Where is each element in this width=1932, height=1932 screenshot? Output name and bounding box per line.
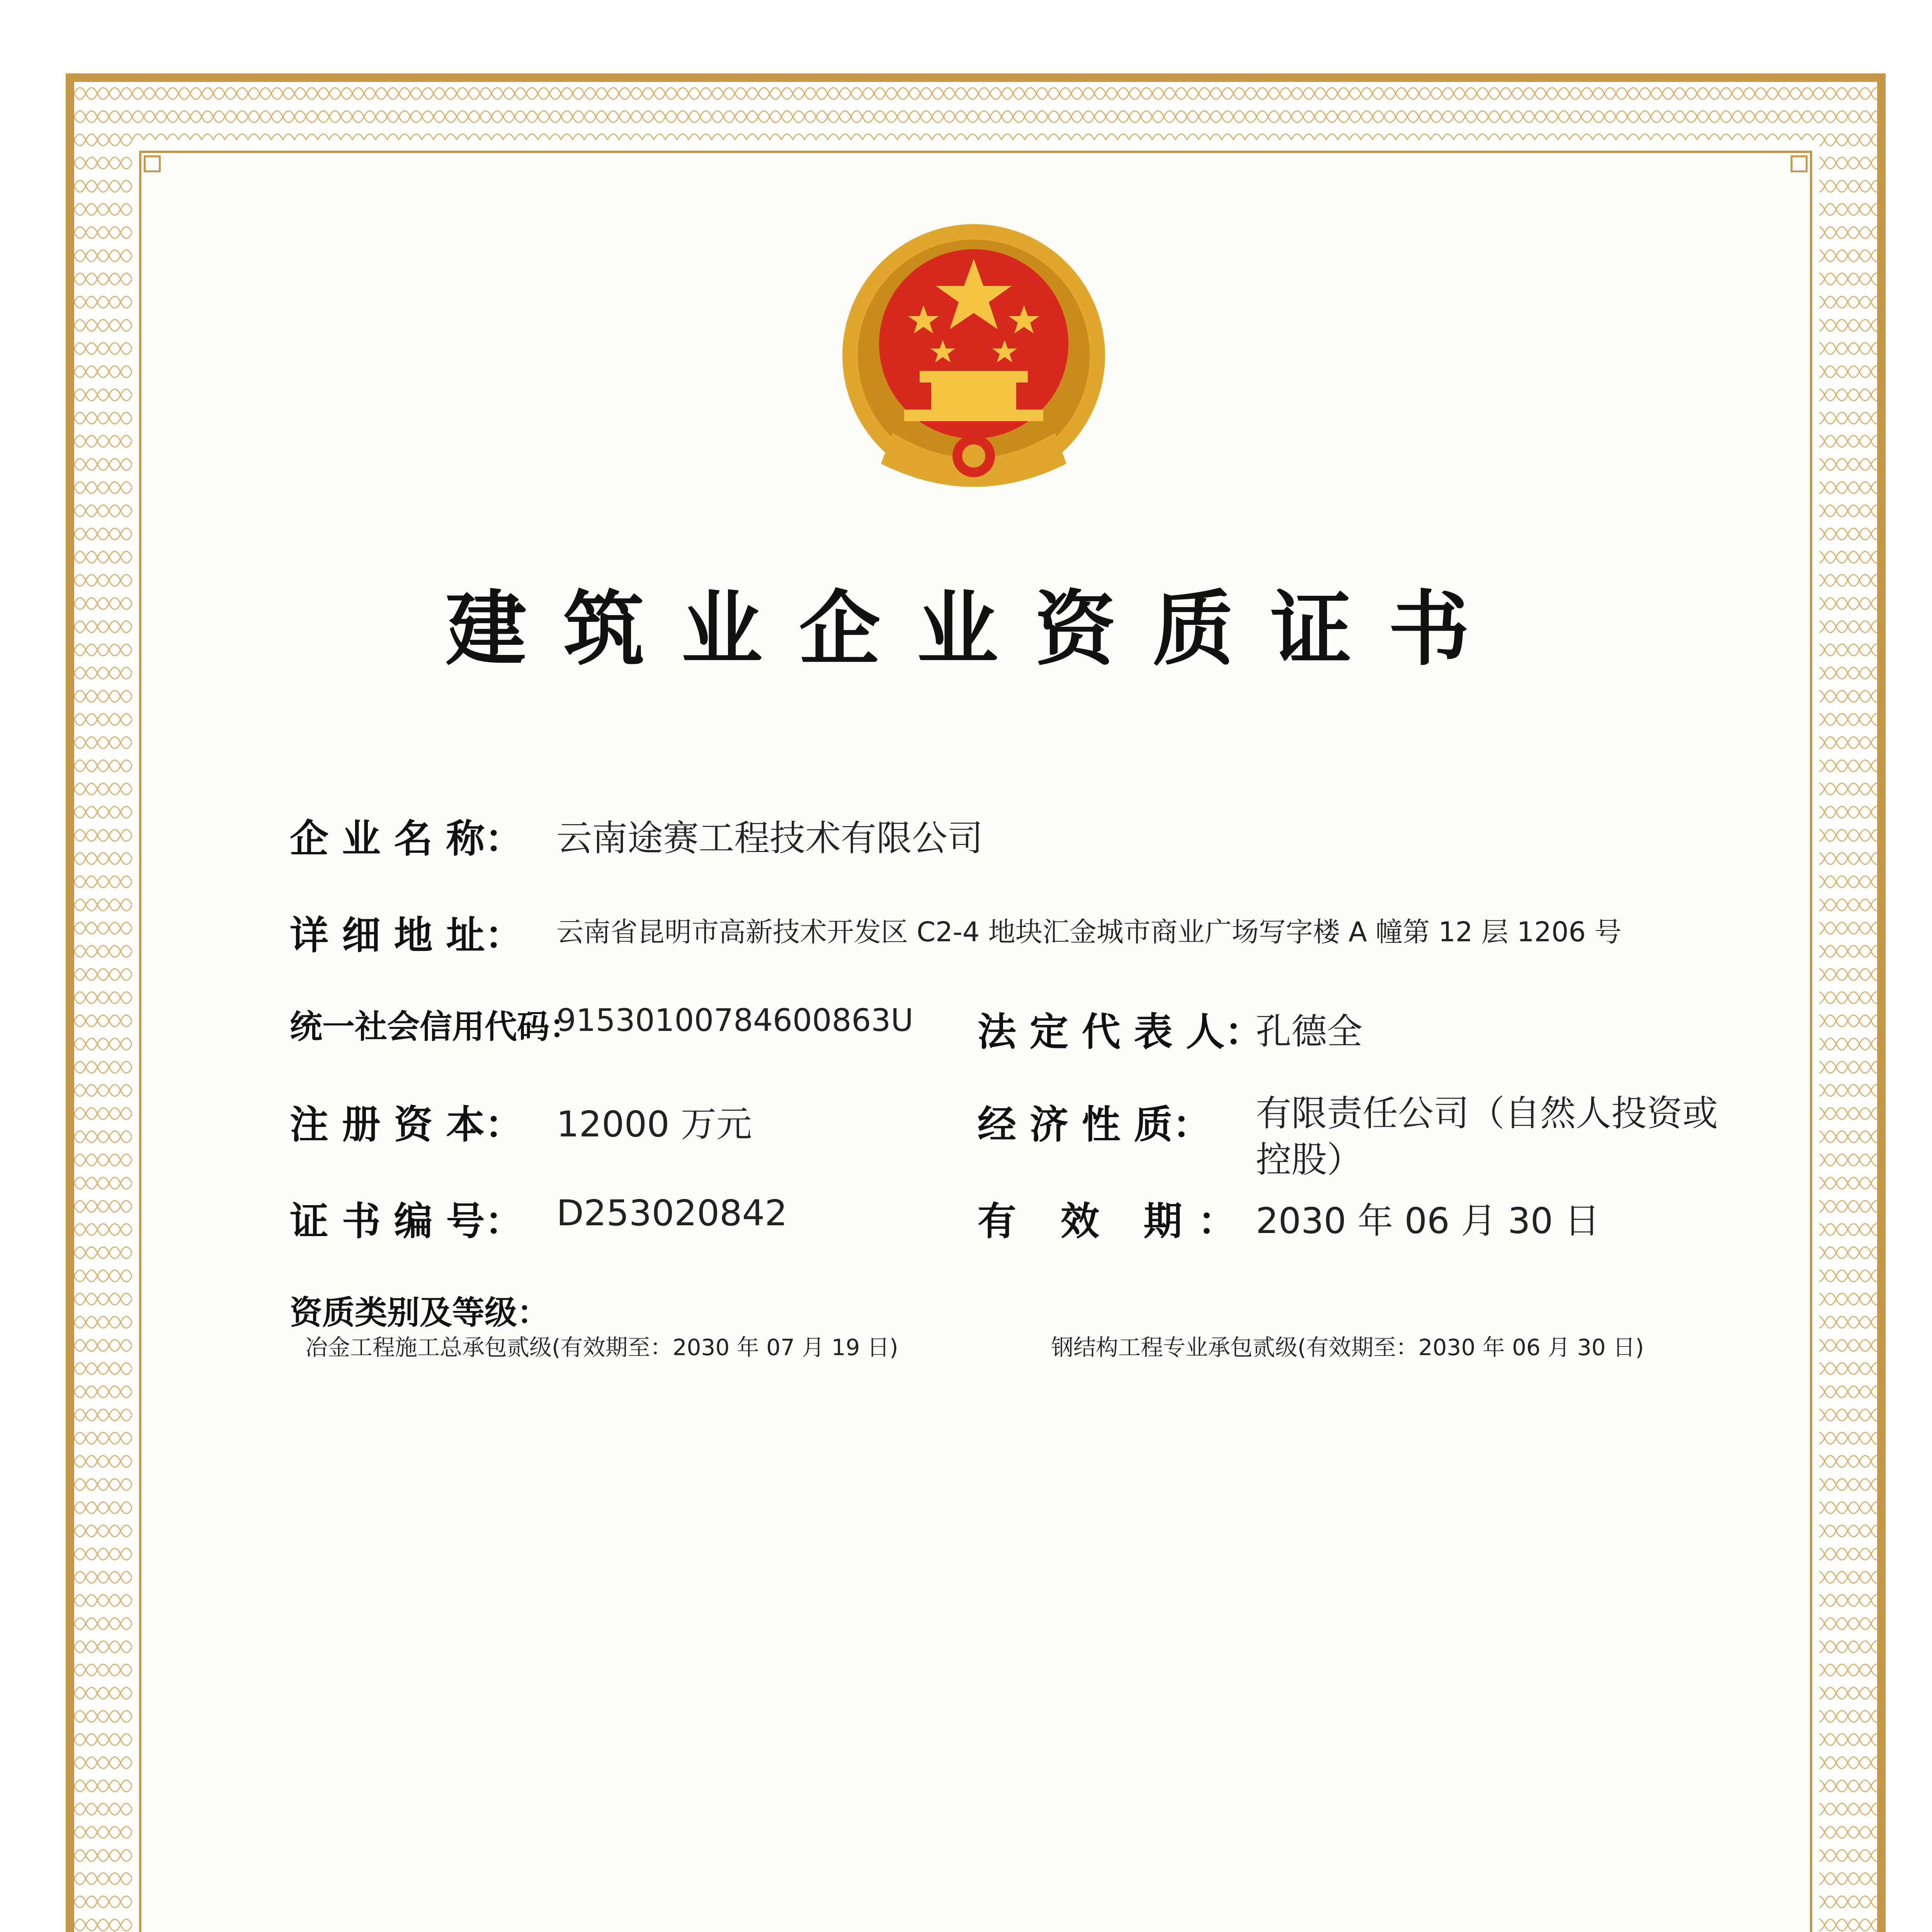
credit-code-label: 统一社会信用代码： bbox=[290, 1008, 582, 1046]
economic-nature-value: 有限责任公司（自然人投资或控股） bbox=[1256, 1093, 1718, 1180]
cert-number-label: 证 书 编 号： bbox=[290, 1199, 524, 1244]
validity-value: 2030 年 06 月 30 日 bbox=[1256, 1200, 1600, 1242]
qualification-item: 钢结构工程专业承包贰级(有效期至：2030 年 06 月 30 日) bbox=[1051, 1334, 1644, 1361]
company-name-label: 企 业 名 称： bbox=[290, 816, 524, 861]
credit-code-value: 91530100784600863U bbox=[556, 1002, 913, 1038]
corner-ornament bbox=[1791, 155, 1808, 172]
company-name-value: 云南途赛工程技术有限公司 bbox=[556, 818, 983, 859]
qualification-item: 冶金工程施工总承包贰级(有效期至：2030 年 07 月 19 日) bbox=[305, 1334, 898, 1361]
capital-value: 12000 万元 bbox=[556, 1104, 752, 1145]
legal-rep-label: 法 定 代 表 人： bbox=[978, 1009, 1264, 1054]
address-value: 云南省昆明市高新技术开发区 C2-4 地块汇金城市商业广场写字楼 A 幢第 12 层 1206 号 bbox=[556, 916, 1622, 948]
cert-number-value: D253020842 bbox=[556, 1192, 787, 1234]
validity-label: 有 效 期： bbox=[978, 1199, 1252, 1244]
economic-nature-label: 经 济 性 质： bbox=[978, 1102, 1211, 1147]
certificate-title: 建筑业企业资质证书 bbox=[445, 581, 1506, 677]
legal-rep-value: 孔德全 bbox=[1256, 1011, 1363, 1052]
corner-ornament bbox=[144, 155, 161, 172]
capital-label: 注 册 资 本： bbox=[290, 1102, 524, 1147]
qualifications-label: 资质类别及等级： bbox=[290, 1294, 550, 1332]
address-label: 详 细 地 址： bbox=[290, 913, 524, 958]
national-emblem-icon bbox=[835, 216, 1113, 510]
